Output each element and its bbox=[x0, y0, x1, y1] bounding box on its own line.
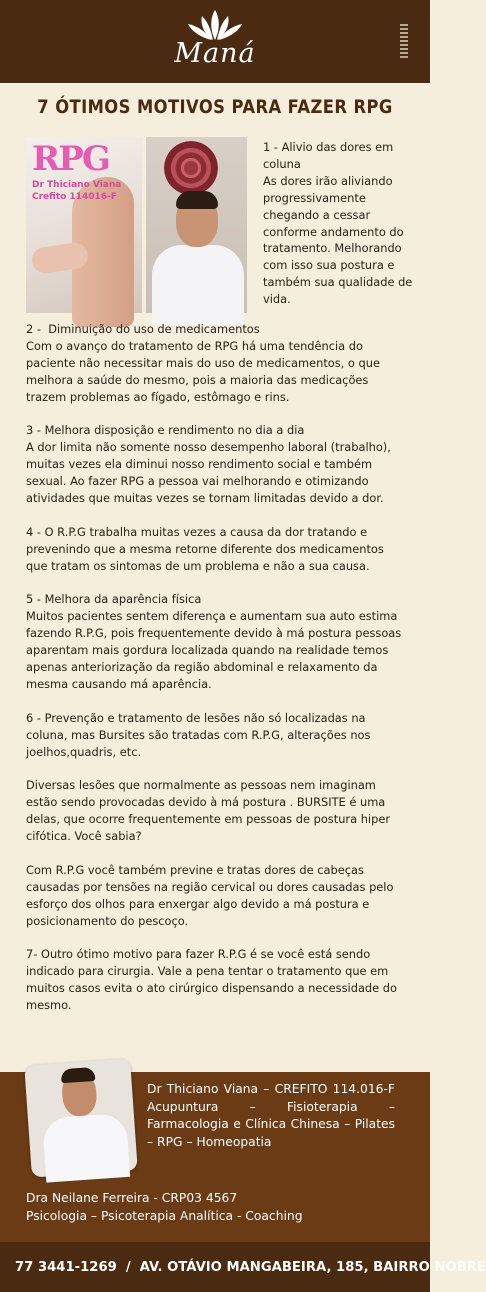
avatar-hair-shape bbox=[61, 1067, 96, 1083]
contact-separator: / bbox=[125, 1260, 131, 1275]
reason-2: 2 - Diminuição do uso de medicamentos Com o avanço do tratamento de RPG há uma tendência do paciente não necessitar mais do uso de medicamentos, o que melhora a saúde do mesmo, pois a maioria das medicações trazem problemas ao fígado, estômago e rins. bbox=[26, 322, 380, 404]
wall-mandala-decoration bbox=[164, 141, 218, 195]
reason-1 bbox=[263, 139, 413, 308]
rpg-therapy-photo bbox=[26, 137, 142, 313]
reason-5: 5 - Melhora da aparência física Muitos pacientes sentem diferença e aumentam sua auto estima fazendo R.P.G, pois frequentemente devido à má postura pessoas aparentam mais gordura localizada quando na realidade temos apenas anteriorização da região abdominal e relaxamento da mesma causando má aparência. bbox=[26, 592, 402, 691]
bursite-paragraph: Diversas lesões que normalmente as pessoas nem imaginam estão sendo provocadas devido à má postura . BURSITE é uma delas, que ocorre frequentemente em pessoas de postura hiper cifótica. Você sabia? bbox=[26, 778, 394, 844]
reason-3: 3 - Melhora disposição e rendimento no dia a dia A dor limita não somente nosso desempenho laboral (trabalho), muitas vezes ela diminui nosso rendimento social e também sexual. Ao fazer RPG a pessoa vai melhorando e otimizando atividades que muitas vezes se tornam limitadas devido a dor. bbox=[26, 423, 391, 506]
psychologist-credentials bbox=[26, 1190, 406, 1225]
doctor-credentials: Dr Thiciano Viana – CREFITO 114.016-F Acupuntura – Fisioterapia – Farmacologia e Clínica Chinesa – Pilates – RPG – Homeopatia bbox=[147, 1082, 395, 1149]
doctor-photo bbox=[146, 137, 247, 313]
psychologist-specialties: Psicologia – Psicoterapia Analítica - Coaching bbox=[26, 1208, 303, 1223]
reason-7: 7- Outro ótimo motivo para fazer R.P.G é se você está sendo indicado para cirurgia. Vale a pena tentar o tratamento que em muitos casos evita o ato cirúrgico dispensando a necessidade do mesmo. bbox=[26, 947, 401, 1013]
reason-1-text: As dores irão aliviando progressivamente chegando a cessar conforme andamento do tratamento. Melhorando com isso sua postura e também sua qualidade de vida. bbox=[263, 173, 413, 307]
lotus-logo-icon bbox=[176, 8, 254, 42]
doctor-avatar bbox=[24, 1058, 138, 1177]
reason-1-heading: 1 - Alivio das dores em coluna bbox=[263, 140, 394, 171]
contact-bar bbox=[0, 1242, 486, 1292]
address: AV. OTÁVIO MANGABEIRA, 185, BAIRRO NOBRE bbox=[139, 1260, 486, 1275]
rpg-photo-caption bbox=[32, 179, 121, 203]
contact-line bbox=[15, 1260, 486, 1275]
doctor-coat-shape bbox=[152, 245, 244, 325]
avatar-coat-shape bbox=[42, 1113, 130, 1183]
cervical-paragraph: Com R.P.G você também previne e tratas dores de cabeças causadas por tensões na região cervical ou dores causadas pelo esforço dos olhos para enxergar algo devido a má postura e posicionamento do pescoço. bbox=[26, 862, 398, 928]
side-credit-mark bbox=[400, 22, 408, 58]
header-bar bbox=[0, 0, 430, 83]
reason-6: 6 - Prevenção e tratamento de lesões não só localizadas na coluna, mas Bursites são tratadas com R.P.G, alterações nos joelhos,quadris, etc. bbox=[26, 710, 375, 759]
phone-number[interactable]: 77 3441-1269 bbox=[15, 1260, 117, 1275]
article-body bbox=[26, 321, 406, 1031]
rpg-photo-caption-name: Dr Thiciano Viana bbox=[32, 180, 122, 190]
reason-4: 4 - O R.P.G trabalha muitas vezes a causa da dor tratando e prevenindo que a mesma retorne diferente dos medicamentos que tratam os sintomas de um problema e não a sua causa. bbox=[26, 524, 388, 573]
doctor-hair-shape bbox=[176, 191, 218, 209]
psychologist-name: Dra Neilane Ferreira - CRP03 4567 bbox=[26, 1191, 238, 1205]
brand-name: Maná bbox=[174, 38, 256, 69]
rpg-photo-label: RPG bbox=[32, 139, 109, 179]
page-title: 7 ÓTIMOS MOTIVOS PARA FAZER RPG bbox=[37, 96, 393, 118]
rpg-photo-caption-crefito: Crefito 114016-F bbox=[32, 192, 117, 202]
